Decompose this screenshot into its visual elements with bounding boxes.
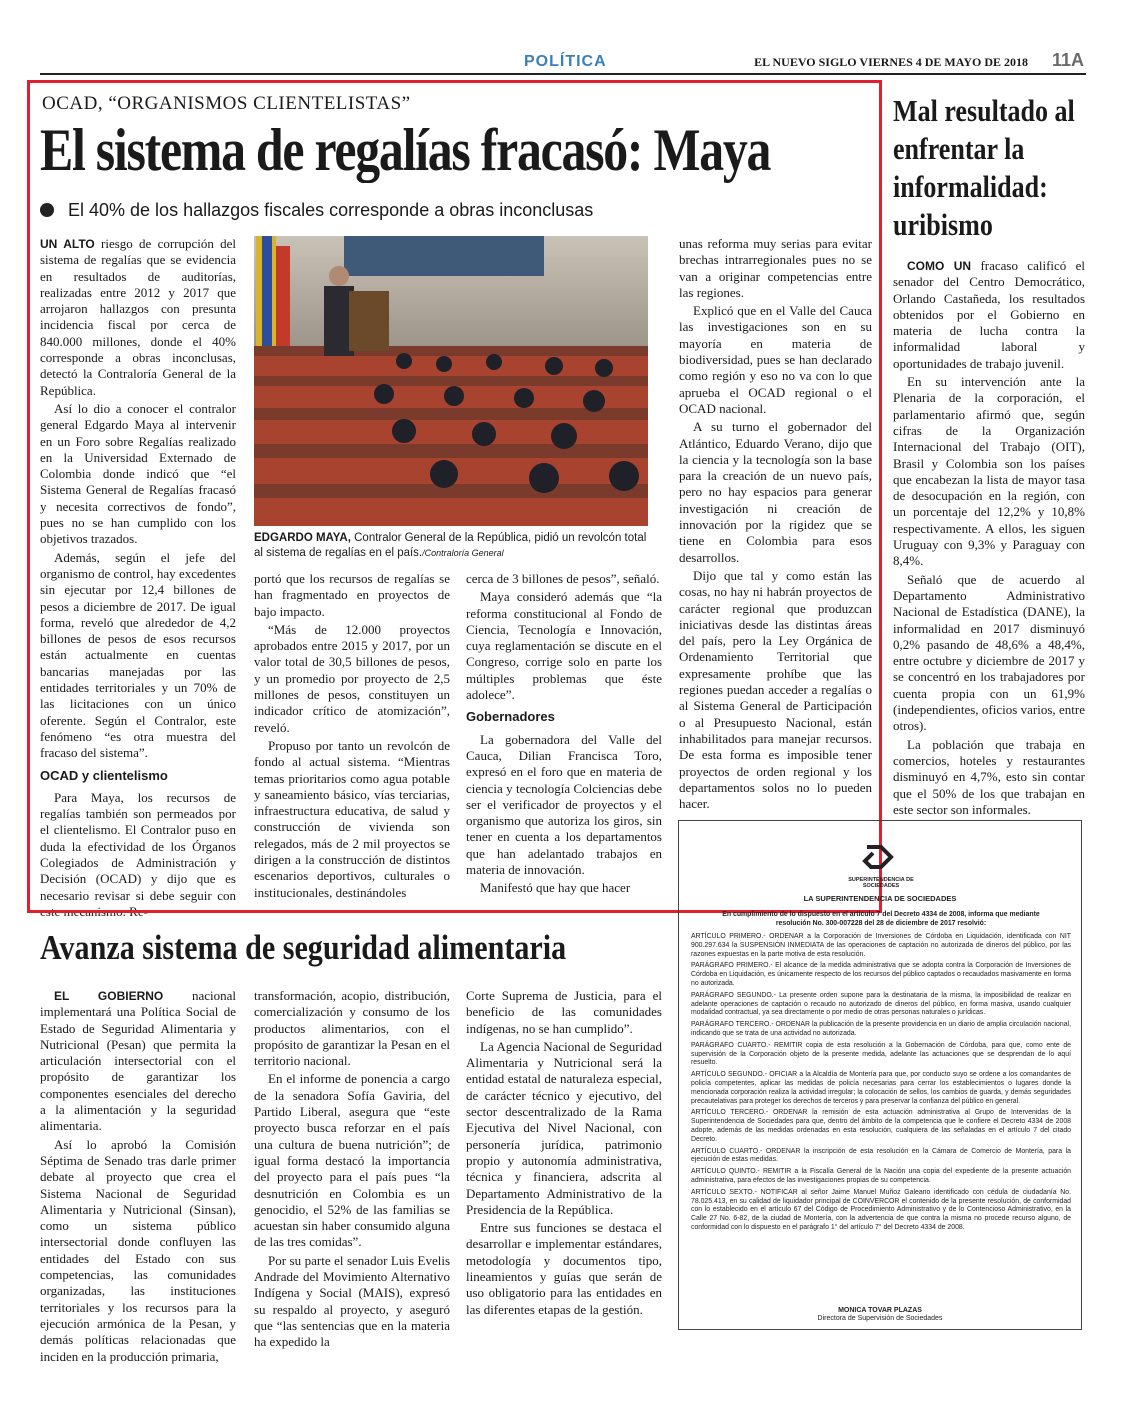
paragraph: Por su parte el senador Luis Evelis Andrade del Movimiento Alternativo Indígena y Social (MAIS), expresó su respaldo al proyecto, y aseguró que “las sentencias que en la materia ha expedido la (254, 1252, 450, 1350)
paragraph (40, 988, 236, 1135)
paragraph: cerca de 3 billones de pesos”, señaló. (466, 571, 660, 586)
paragraph: Así lo aprobó la Comisión Séptima de Senado tras darle primer debate al proyecto que crea el Sistema Nacional de Seguridad Alimentaria y Nutricional (Sinsan), como un sistema público intersectorial donde confluyen las entidades del Estado con sus competencias, las comunidades organizadas, las instituciones territoriales y los recursos para la ejecución armónica de la Pesan, y demás políticas relacionadas que inciden en la producción primaria, (40, 1136, 236, 1364)
paragraph: Para Maya, los recursos de regalías también son permeados por el clientelismo. El Contralor puso en duda la efectividad de los Órganos Colegiados de Administración y Decisión (OCAD) y dijo que es necesario revisar si debe seguir con este mecanismo. Re- (40, 789, 236, 919)
notice-item: PARÁGRAFO TERCERO.- ORDENAR la publicación de la presente providencia en un diario de amplia circulación nacional, indicando que se trata de una actividad no autorizada. (691, 1021, 1071, 1037)
photo-credit: /Contraloría General (422, 548, 504, 558)
signer-name: MONICA TOVAR PLAZAS (838, 1307, 922, 1314)
paragraph: Maya consideró además que “la reforma constitucional al Fondo de Ciencia, Tecnología e Innovación, cuya reglamentación se discute en el Congreso, corrige solo en parte los múltiples problemas que éste adolece”. (466, 589, 662, 703)
second-col-3 (466, 988, 662, 1320)
notice-item: PARÁGRAFO SEGUNDO.- La presente orden supone para la destinataria de la misma, la imposibilidad de realizar en adelante operaciones de captación o recaudo no autorizado de dineros del público, en forma masiva, usando cualquier modalidad contractual, ya sea directamente o por medio de otras personas naturales o jurídicas. (691, 991, 1071, 1017)
section-subhead: Gobernadores (466, 709, 555, 725)
notice-item: ARTÍCULO SEGUNDO.- OFICIAR a la Alcaldía de Montería para que, por conducto suyo se ordene a los comandantes de policía competentes, aplicar las medidas de policía necesarias para cerrar los establecimientos o lugares donde la mencionada corporación realiza la actividad irregular; la colocación de sellos, los cambios de guarda, y demás seguridades precautelativas para proteger los derechos de terceros y para preservar la confianza del público en general. (691, 1071, 1071, 1105)
paragraph: La población que trabaja en comercios, hoteles y restaurantes disminuyó en 4,7%, esto sin contar que el 50% de los que trabajan en este sector son informales. (893, 736, 1085, 817)
paragraph-text: nacional implementará una Política Social de Estado de Seguridad Alimentaria y Nutricional (Pesan) que permita la articulación intersectorial con el propósito de garantizar los componentes esenciales del derecho a la alimentación y la seguridad alimentaria. (40, 988, 236, 1134)
signer-title: Directora de Supervisión de Sociedades (817, 1315, 943, 1322)
supersociedades-logo-icon (859, 839, 899, 877)
paragraph: Propuso por tanto un revolcón de fondo al actual sistema. “Mientras temas prioritarios como agua potable y saneamiento básico, vías terciarias, infraestructura educativa, de salud y construcción de vivienda son relegados, más de 2 mil proyectos se dirigen a la construcción de distintos escenarios deportivos, culturales o institucionales, destinándoles (254, 737, 450, 900)
paragraph: Así lo dio a conocer el contralor general Edgardo Maya al intervenir en un Foro sobre Regalías realizado en la Universidad Externado de Colombia donde indicó que “el Sistema General de Regalías fracasó y necesita correctivos de fondo”, pues no se han cumplido con los objetivos trazados. (40, 400, 236, 547)
section-label: POLÍTICA (524, 53, 607, 70)
notice-title: LA SUPERINTENDENCIA DE SOCIEDADES (803, 894, 957, 903)
second-col-2 (254, 988, 450, 1353)
paragraph: transformación, acopio, distribución, comercialización y consumo de los productos alimentarios, con el propósito de garantizar la Pesan en el territorio nacional. (254, 988, 450, 1069)
lead-caps: COMO UN (907, 259, 972, 273)
notice-item: PARÁGRAFO PRIMERO.- El alcance de la medida administrativa que se adopta contra la Corporación de Inversiones de Córdoba en Liquidación, es únicamente respecto de los recursos del público captados o recaudados masivamente en forma no autorizada. (691, 962, 1071, 987)
notice-item: ARTÍCULO SEXTO.- NOTIFICAR al señor Jaime Manuel Muñoz Galeano identificado con cédula de ciudadanía No. 78.025.413, en su calidad de liquidador principal de COINVERCOR el contenido de la presente resolución, de conformidad con lo establecido en el artículo 67 del Código de Procedimiento Administrativo y de lo Contencioso Administrativo, en la Calle 27 No. 6-82, de la ciudad de Montería, con la advertencia de que contra la misma no procede recurso alguno, de conformidad con lo dispuesto en el parágrafo 1° del artículo 7° del Decreto 4334 de 2008. (691, 1188, 1071, 1231)
paragraph: En su intervención ante la Plenaria de la corporación, el parlamentario afirmó que, según cifras de la Organización Internacional del Trabajo (OIT), Brasil y Colombia son los países que encabezan la lista de mayor tasa de desocupación en la región, con un porcentaje del 12,2% y 10,8% respectivamente. A ellos, les siguen Uruguay con 9,3% y Paraguay con 8,4%. (893, 374, 1085, 569)
second-col-1 (40, 988, 236, 1367)
side-headline: Mal resultado al enfrentar la informalidad: uribismo (893, 93, 1075, 242)
caption-name: EDGARDO MAYA, (254, 532, 351, 544)
paragraph-text: riesgo de corrupción del sistema de regalías que se evidencia en resultados de auditorías, realizadas entre 2012 y 2017 que arrojaron hallazgos con presunta incidencia fiscal por cerca de 840.000 millones, donde el 40% corresponde a obras inconclusas, detectó la Contraloría General de la República. (40, 236, 237, 398)
lead-caps: EL GOBIERNO (54, 989, 164, 1003)
legal-notice (678, 820, 1082, 1330)
paragraph: “Más de 12.000 proyectos aprobados entre 2015 y 2017, por un valor total de 30,5 billones de pesos, y un promedio por proyecto de 2,5 millones de pesos, constituyen un indicador crítico de atomización”, reveló. (254, 621, 450, 735)
caption-text: Contralor General de la República, pidió un revolcón total al sistema de regalías en el país. (254, 532, 647, 559)
paragraph: Explicó que en el Valle del Cauca las investigaciones son en su mayoría en materia de biodiversidad, pues se han declarado como región y eso no va con lo que aprueba el OCAD regional o el OCAD nacional. (679, 303, 872, 416)
side-col (893, 258, 1085, 820)
notice-body (691, 933, 1071, 1236)
paragraph: Manifestó que hay que hacer (480, 880, 631, 896)
paragraph: unas reforma muy serias para evitar brechas intrarregionales pues no se van a originar competencias entre las regiones. (679, 236, 872, 300)
section-subhead: OCAD y clientelismo (40, 767, 168, 783)
second-headline: Avanza sistema de seguridad alimentaria (40, 928, 567, 967)
paragraph: Señaló que de acuerdo al Departamento Administrativo Nacional de Estadística (DANE), la informalidad en 2017 disminuyó 0,2% pasando de 48,6% a 48,4%, entre octubre y diciembre de 2017 y se concentró en los trabajadores por cuenta propia con un 61,9% (independientes, oficios varios, entre otros). (893, 571, 1085, 734)
masthead-date: EL NUEVO SIGLO VIERNES 4 DE MAYO DE 2018 (754, 55, 1028, 69)
paragraph: Además, según el jefe del organismo de control, hay excedentes sin ejecutar por 12,4 billones de pesos a diciembre de 2017. De igual forma, reveló que alrededor de 4,2 billones de pesos de esos recursos están actualmente en cuentas bancarias manejadas por las entidades territoriales y un 70% de las licitaciones con un único oferente. Según el Contralor, este fenómeno “es otra muestra del fracaso del sistema”. (40, 549, 236, 761)
highlight-box (27, 80, 882, 913)
paragraph: Entre sus funciones se destaca el desarrollar e implementar estándares, metodología y documentos tipo, lineamientos y guías que serán de uso obligatorio para las entidades en las diferentes etapas de la gestión. (466, 1220, 662, 1317)
notice-intro: En cumplimiento de lo dispuesto en el artículo 7 del Decreto 4334 de 2008, informa que mediante resolución No. 300-007228 del 28 de diciembre de 2017 resolvió: (722, 911, 1040, 927)
notice-signature (679, 1307, 1081, 1323)
paragraph: Corte Suprema de Justicia, para el beneficio de las comunidades indígenas, no se han cumplido”. (466, 988, 662, 1036)
paragraph-text: fracaso calificó el senador del Centro Democrático, Orlando Castañeda, los resultados obtenidos por el Gobierno en materia de lucha contra la informalidad laboral y oportunidades de trabajo juvenil. (893, 258, 1086, 371)
notice-item: ARTÍCULO QUINTO.- REMITIR a la Fiscalía General de la Nación una copia del expediente de la presente actuación administrativa, para efectos de las investigaciones propias de su competencia. (691, 1168, 1071, 1184)
paragraph: A su turno el gobernador del Atlántico, Eduardo Verano, dijo que la ciencia y la tecnología son la base para la creación de un nuevo país, pero no hay espacios para generar investigación ni creación de innovación por la rigidez que se tiene en Colombia para esos desarrollos. (679, 419, 872, 565)
article-headline: El sistema de regalías fracasó: Maya (40, 117, 771, 183)
notice-item: ARTÍCULO TERCERO.- ORDENAR la remisión de esta actuación administrativa al Grupo de Intervenidas de la Superintendencia de Sociedades para que, dentro del ámbito de la competencia que le confiere el Decreto 4334 de 2008 adopte, además de las medidas ordenadas en esta resolución, cualquiera de las señaladas en el artículo 7 del citado Decreto. (691, 1109, 1071, 1143)
paragraph: Dijo que tal y como están las cosas, no hay ni habrán proyectos de carácter regional que produzcan iniciativas desde las distintas áreas del país, pero la Ley Orgánica de Ordenamiento Territorial que expresamente prohíbe que las regiones puedan acceder a regalías o al Sistema General de Participación o al Presupuesto Nacional, están inhabilitados para manejar recursos. De esta forma es imposible tener proyectos de orden regional y los departamentos solos no lo pueden hacer. (679, 567, 872, 812)
notice-org: SUPERINTENDENCIA DE SOCIEDADES (848, 877, 914, 889)
paragraph (893, 258, 1085, 372)
notice-item: ARTÍCULO PRIMERO.- ORDENAR a la Corporación de Inversiones de Córdoba en Liquidación, identificada con NIT 900.297.634 la SUSPENSIÓN INMEDIATA de las operaciones de captación no autorizada de dineros del público, por las razones expuestas en la parte motiva de esta resolución. (691, 933, 1071, 958)
paragraph: La Agencia Nacional de Seguridad Alimentaria y Nutricional será la entidad estatal de naturaleza especial, de carácter técnico y ejecutivo, del sector descentralizado de la Rama Ejecutiva del Nivel Nacional, con personería jurídica, patrimonio propio y autonomía administrativa, técnica y financiera, adscrita al Departamento Administrativo de la Presidencia de la República. (466, 1038, 662, 1217)
notice-item: PARÁGRAFO CUARTO.- REMITIR copia de esta resolución a la Gobernación de Córdoba, para que, como ente de supervisión de la Corporación objeto de la presente medida, adelante las actuaciones que se desprendan de lo aquí resuelto. (691, 1041, 1071, 1067)
lead-caps: UN ALTO (40, 237, 95, 251)
header-rule (40, 73, 1086, 75)
page-number: 11A (1051, 50, 1084, 70)
notice-item: ARTÍCULO CUARTO.- ORDENAR la inscripción de esta resolución en la Cámara de Comercio de Montería, para la ejecución de estas medidas. (691, 1147, 1071, 1164)
paragraph: En el informe de ponencia a cargo de la senadora Sofía Gaviria, del Partido Liberal, asegura que “este proyecto busca reforzar en el país una cultura de buena nutrición”; de igual forma destacó la importancia del proyecto para el país pues “la desnutrición en Colombia es un genocidio, el 52% de las familias se acuestan sin haber consumido alguna de las tres comidas”. (254, 1071, 450, 1250)
paragraph: portó que los recursos de regalías se han fragmentado en proyectos de bajo impacto. (254, 571, 450, 619)
article-kicker: OCAD, “ORGANISMOS CLIENTELISTAS” (42, 93, 411, 114)
subhead-text: El 40% de los hallazgos fiscales corresponde a obras inconclusas (68, 200, 594, 220)
paragraph: La gobernadora del Valle del Cauca, Dilian Francisca Toro, expresó en el foro que en materia de ciencia y tecnología Colciencias debe ser el verificador de proyectos y el organismo que autoriza los giros, sin tener en cuenta a los departamentos que han adelantado trabajos en materia de innovación. (466, 731, 662, 878)
